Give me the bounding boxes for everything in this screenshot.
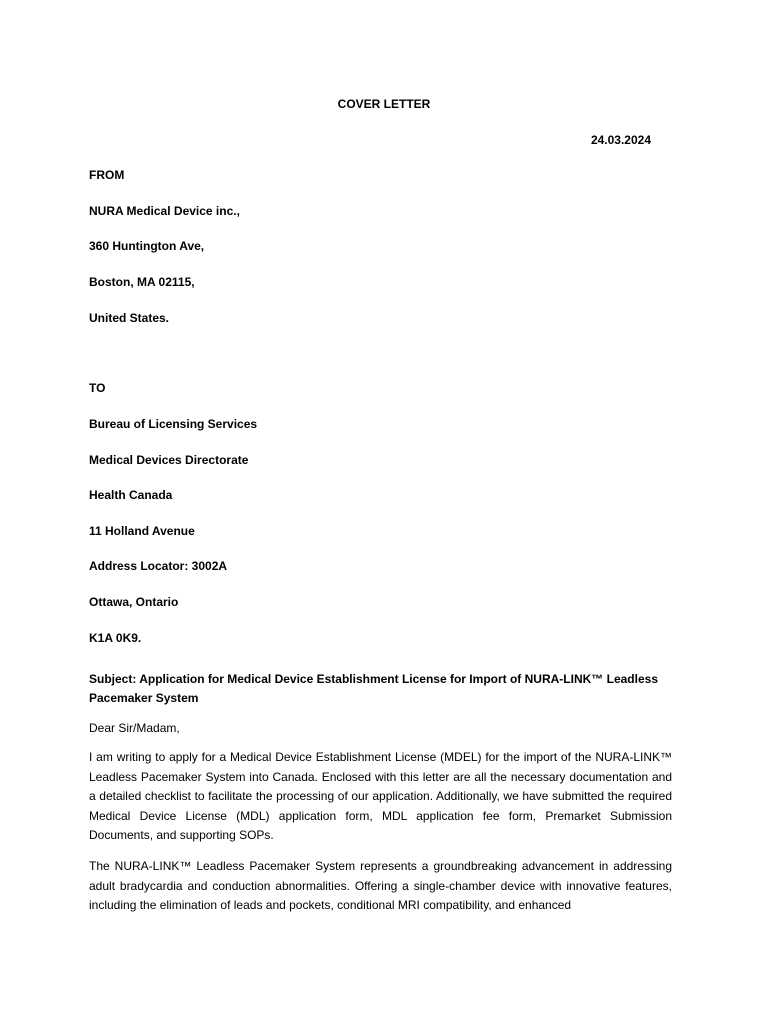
to-city: Ottawa, Ontario <box>89 595 179 609</box>
letter-title: COVER LETTER <box>337 97 431 111</box>
to-label: TO <box>89 381 106 395</box>
to-agency: Health Canada <box>89 488 173 502</box>
from-city: Boston, MA 02115, <box>89 275 195 289</box>
salutation: Dear Sir/Madam, <box>89 721 180 735</box>
body-paragraph-1: I am writing to apply for a Medical Device Establishment License (MDEL) for the import of the NURA-LINK™ Leadless Pacemaker System into Canada. Enclosed with this letter are all the necessary documentation and a detailed checklist to facilitate the processing of our application. Additionally, we have submitted the required Medical Device License (MDL) application form, MDL application fee form, Premarket Submission Documents, and supporting SOPs. <box>89 750 672 843</box>
body-paragraph-2: The NURA-LINK™ Leadless Pacemaker System represents a groundbreaking advancement in addressing adult bradycardia and conduction abnormalities. Offering a single-chamber device with innovative features, including the elimination of leads and pockets, conditional MRI compatibility, and enhanced <box>89 859 672 913</box>
from-company: NURA Medical Device inc., <box>89 204 240 218</box>
to-bureau: Bureau of Licensing Services <box>89 417 258 431</box>
to-directorate: Medical Devices Directorate <box>89 453 249 467</box>
from-street: 360 Huntington Ave, <box>89 239 205 253</box>
letter-date: 24.03.2024 <box>590 133 651 147</box>
letter-subject: Subject: Application for Medical Device Establishment License for Import of NURA-LINK™ Leadless Pacemaker System <box>89 672 658 705</box>
to-locator: Address Locator: 3002A <box>89 559 228 573</box>
from-label: FROM <box>89 168 125 182</box>
to-postal-code: K1A 0K9. <box>89 631 142 645</box>
from-country: United States. <box>89 311 170 325</box>
to-street: 11 Holland Avenue <box>89 524 195 538</box>
